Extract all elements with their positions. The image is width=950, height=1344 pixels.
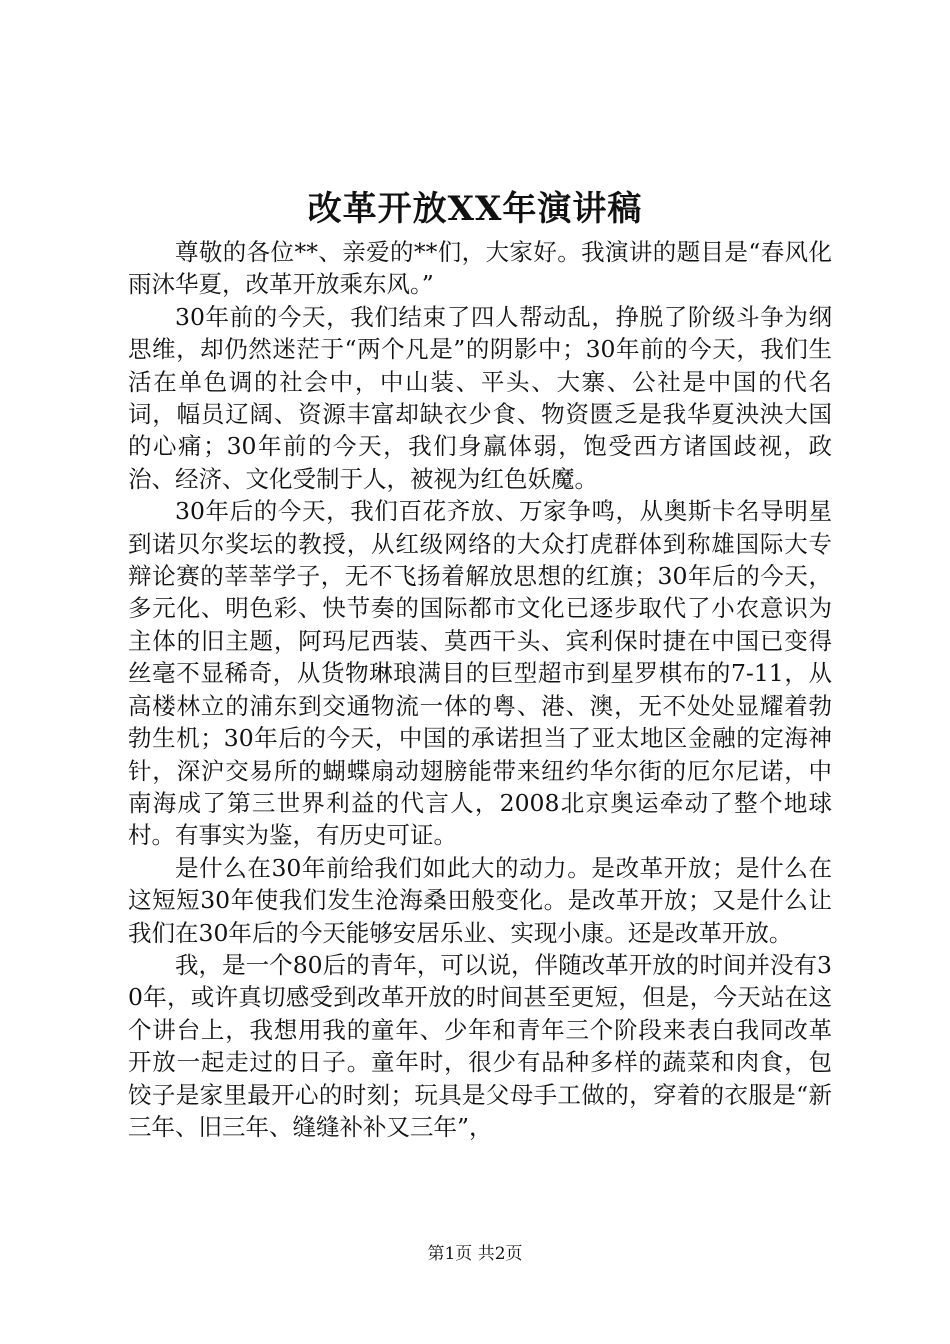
paragraph-30-years-later: 30年后的今天，我们百花齐放、万家争鸣，从奥斯卡名导明星到诺贝尔奖坛的教授，从红级网络的大众打虎群体到称雄国际大专辩论赛的莘莘学子，无不飞扬着解放思想的红旗；30年后的今天，多元化、明色彩、快节奏的国际都市文化已逐步取代了小农意识为主体的旧主题，阿玛尼西装、莫西干头、宾利保时捷在中国已变得丝毫不显稀奇，从货物琳琅满目的巨型超市到星罗棋布的7-11，从高楼林立的浦东到交通物流一体的粤、港、澳，无不处处显耀着勃勃生机；30年后的今天，中国的承诺担当了亚太地区金融的定海神针，深沪交易所的蝴蝶扇动翅膀能带来纽约华尔街的厄尔尼诺，中南海成了第三世界利益的代言人，2008北京奥运牵动了整个地球村。有事实为鉴，有历史可证。 — [128, 497, 832, 850]
page-number-footer: 第1页 共2页 — [427, 1244, 523, 1264]
paragraph-30-years-ago: 30年前的今天，我们结束了四人帮动乱，挣脱了阶级斗争为纲思维，却仍然迷茫于“两个凡是”的阴影中；30年前的今天，我们生活在单色调的社会中，中山装、平头、大寨、公社是中国的代名词，幅员辽阔、资源丰富却缺衣少食、物资匮乏是我华夏泱泱大国的心痛；30年前的今天，我们身羸体弱，饱受西方诸国歧视，政治、经济、文化受制于人，被视为红色妖魔。 — [128, 302, 832, 493]
paragraph-personal-story: 我，是一个80后的青年，可以说，伴随改革开放的时间并没有30年，或许真切感受到改革开放的时间甚至更短，但是，今天站在这个讲台上，我想用我的童年、少年和青年三个阶段来表白我同改革开放一起走过的日子。童年时，很少有品种多样的蔬菜和肉食，包饺子是家里最开心的时刻；玩具是父母手工做的，穿着的衣服是“新三年、旧三年、缝缝补补又三年”， — [128, 950, 832, 1141]
paragraph-reform-question: 是什么在30年前给我们如此大的动力。是改革开放；是什么在这短短30年使我们发生沧海桑田般变化。是改革开放；又是什么让我们在30年后的今天能够安居乐业、实现小康。还是改革开放。 — [128, 853, 832, 947]
paragraph-greeting: 尊敬的各位**、亲爱的**们，大家好。我演讲的题目是“春风化雨沐华夏，改革开放乘东风。” — [128, 238, 832, 299]
document-title: 改革开放XX年演讲稿 — [307, 189, 643, 229]
document-body — [128, 236, 832, 1143]
